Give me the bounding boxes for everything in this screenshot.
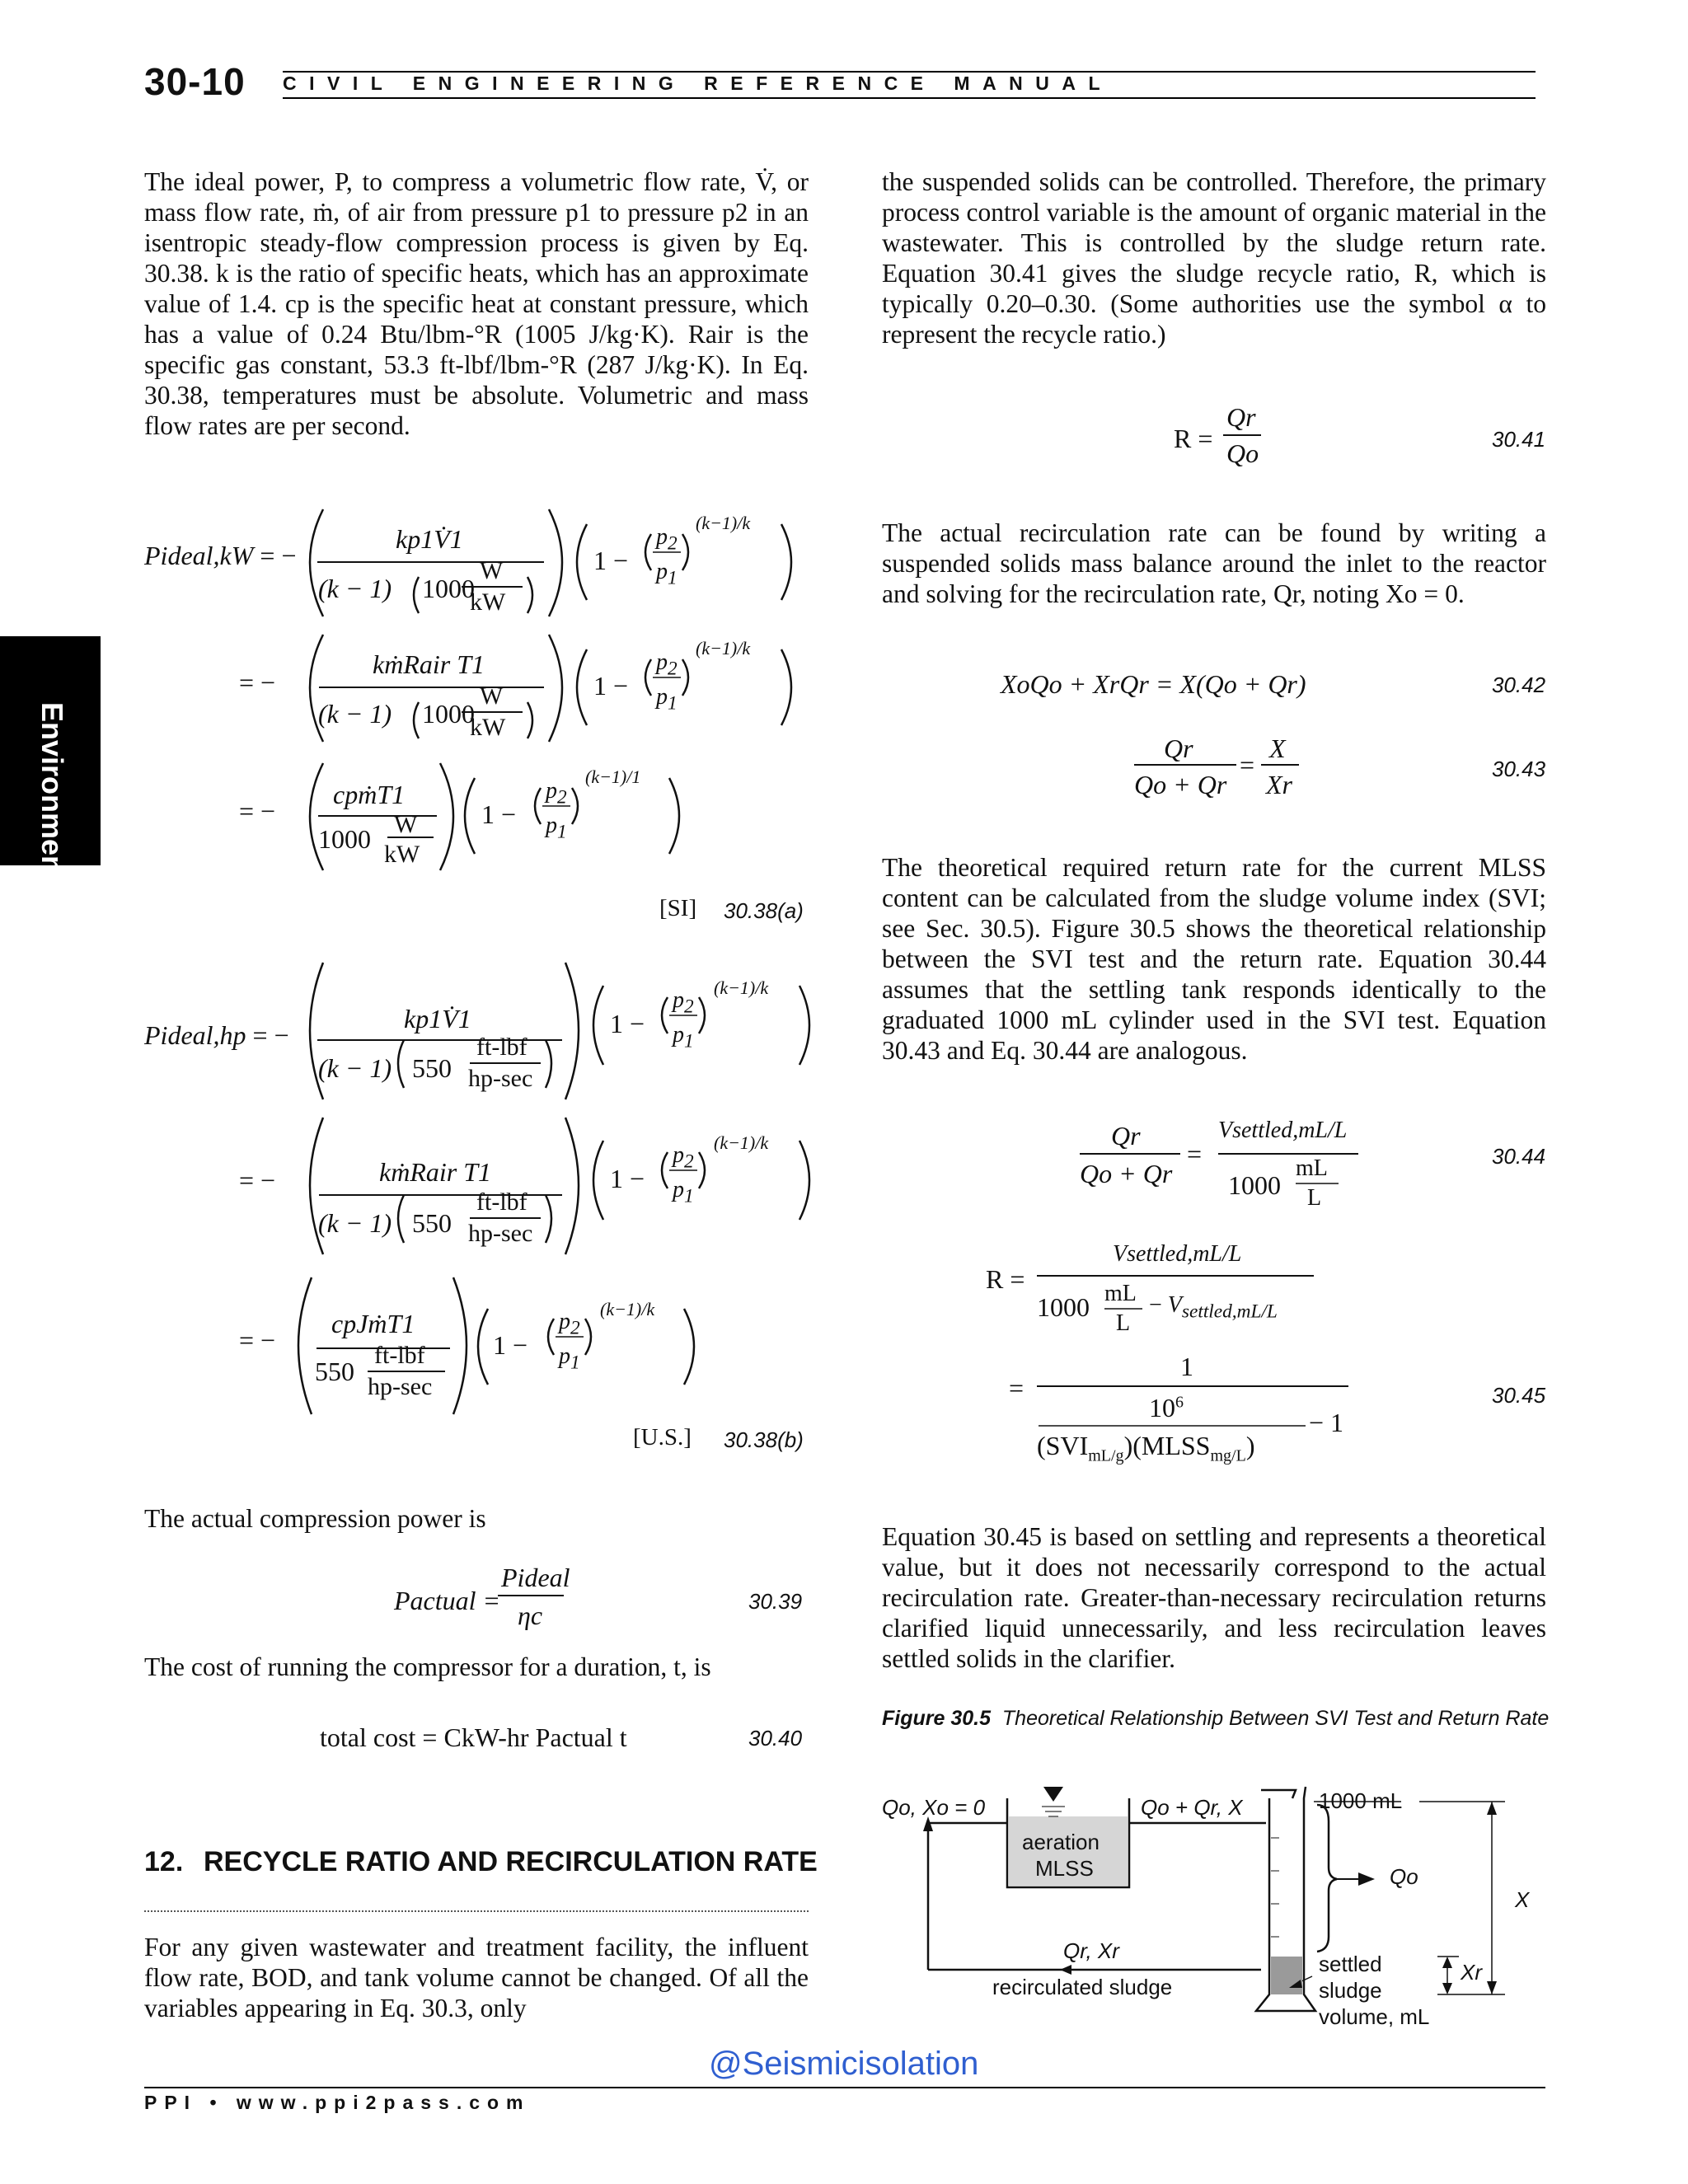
eq38a-line2-exponent: (k−1)/k — [696, 638, 751, 658]
eq39-number: 30.39 — [748, 1589, 803, 1614]
right-paragraph-2: The actual recirculation rate can be found by writing a suspended solids mass balance around the inlet to the reactor and solving for the recirculation rate, Qr, noting Xo = 0. — [882, 518, 1546, 608]
figure-x-dimension: X — [1515, 1887, 1530, 1912]
eq38a-line3-ratio-numerator: $p_2$ — [546, 778, 567, 808]
eq38a-one-minus: 1 − — [593, 546, 629, 575]
right-paragraph-3: The theoretical required return rate for the current MLSS content can be calculated from the sludge volume index (SVI; see Sec. 30.5). Figure 30.5 shows the theoretical relationship between the SVI test and the return rate. Equation 30.44 assumes that the settling tank responds identically to the graduated 1000 mL cylinder used in the SVI test. Equation 30.43 and Eq. 30.44 are analogous. — [882, 853, 1546, 1065]
eq38b-line3-constant: 550 — [315, 1357, 354, 1386]
figure-recycle-flow-label: Qr, Xr — [1063, 1938, 1119, 1963]
eq38a-line3-constant: 1000 — [318, 824, 371, 854]
eq38b-constant: 550 — [412, 1053, 452, 1083]
section-tab-label: Environmental — [35, 702, 69, 909]
section-number: 12. — [144, 1846, 184, 1877]
eq39-lhs: Pactual = — [394, 1586, 501, 1615]
eq38b-line2-ratio-denominator: $p_1$ — [673, 1177, 694, 1207]
eq39-numerator: Pideal — [501, 1563, 570, 1592]
eq38b-line1-numerator: kp1V̇1 — [404, 1004, 471, 1033]
figure-qo-label: Qo — [1390, 1864, 1418, 1889]
eq38a-ratio-numerator: $p_2$ — [656, 524, 678, 555]
eq38a-line2-denominator-factor: (k − 1) — [318, 699, 392, 729]
eq38a-line3-exponent: (k−1)/1 — [585, 766, 641, 787]
figure-tank-label-1: aeration — [1022, 1830, 1100, 1854]
eq38b-line2-unit-denominator: hp-sec — [468, 1220, 533, 1247]
eq38b-line3-exponent: (k−1)/k — [600, 1299, 655, 1319]
eq38b-line2-ratio-numerator: $p_2$ — [673, 1142, 694, 1173]
eq38b-line2-constant: 550 — [412, 1208, 452, 1238]
eq38a-number: 30.38(a) — [724, 898, 804, 923]
eq44-right-denominator-unit-bottom: L — [1307, 1185, 1322, 1211]
eq43-right-denominator: Xr — [1266, 770, 1292, 799]
eq41-lhs: R = — [1174, 424, 1213, 453]
eq38a-line3-equals: = − — [239, 796, 276, 826]
eq45-number: 30.45 — [1492, 1383, 1546, 1408]
eq38b-one-minus: 1 − — [610, 1009, 645, 1038]
eq38a-tag: [SI] — [659, 895, 697, 921]
figure-recycle-label: recirculated sludge — [992, 1975, 1173, 1999]
eq38b-line2-equals: = − — [239, 1165, 276, 1195]
eq43-right-numerator: X — [1269, 733, 1286, 763]
eq38a-line3-unit-numerator: W — [394, 811, 418, 838]
eq41-denominator: Qo — [1226, 438, 1259, 468]
eq43-left-numerator: Qr — [1164, 733, 1193, 763]
eq43-equals: = — [1240, 750, 1255, 780]
eq38a-line2-ratio-denominator: $p_1$ — [656, 684, 678, 715]
eq38b-line3-numerator: cpJṁT1 — [331, 1309, 415, 1338]
eq38a-lhs: Pideal,kW = − — [144, 541, 297, 570]
eq45-denominator-unit-top: mL — [1104, 1281, 1137, 1306]
eq38b-unit-numerator: ft-lbf — [476, 1033, 528, 1061]
figure-label: Figure 30.5 — [882, 1707, 991, 1730]
figure-settled-label-1: settled — [1319, 1952, 1382, 1976]
eq38a-line1-denominator-factor: (k − 1) — [318, 574, 392, 603]
eq38b-tag: [U.S.] — [633, 1424, 692, 1451]
eq38a-line3-unit-denominator: kW — [384, 841, 420, 868]
eq38a-unit-numerator: W — [480, 557, 504, 584]
eq38b-line2-one-minus: 1 − — [610, 1164, 645, 1193]
eq45-lhs: R = — [986, 1264, 1025, 1294]
eq40-expression: total cost = CkW-hr Pactual t — [320, 1722, 627, 1752]
cost-intro: The cost of running the compressor for a duration, t, is — [144, 1652, 711, 1681]
eq45-denominator-volume: − $V_{settled,mL/L}$ — [1149, 1292, 1278, 1323]
figure-xr-dimension: Xr — [1461, 1960, 1482, 1985]
eq45-denominator-unit-bottom: L — [1116, 1310, 1131, 1336]
eq45-denominator-bottom: $(SVI_{mL/g})(MLSS_{mg/L})$ — [1037, 1431, 1255, 1465]
eq40-number: 30.40 — [748, 1726, 803, 1750]
eq44-right-denominator-unit: mL — [1296, 1155, 1328, 1181]
eq38b-line3-equals: = − — [239, 1325, 276, 1355]
figure-settled-label-3: volume, mL — [1319, 2004, 1430, 2029]
eq38a-line3-one-minus: 1 − — [481, 799, 517, 829]
figure-inflow-label: Qo, Xo = 0 — [882, 1795, 986, 1820]
eq38b-line2-denominator-factor: (k − 1) — [318, 1208, 392, 1238]
eq38a-constant: 1000 — [422, 574, 475, 603]
right-paragraph-4: Equation 30.45 is based on settling and represents a theoretical value, but it does not necessarily correspond to the actual recirculation rate. Greater-than-necessary recirculation returns clarified liquid unnecessarily, and less recirculation leaves settled solids in the clarifier. — [882, 1522, 1546, 1673]
eq45-denominator-constant: 1000 — [1037, 1292, 1090, 1322]
eq44-right-denominator-constant: 1000 — [1228, 1170, 1281, 1200]
eq42-expression: XoQo + XrQr = X(Qo + Qr) — [1001, 669, 1306, 699]
eq38a-unit-denominator: kW — [470, 588, 506, 616]
figure-cylinder-volume-label: 1000 mL — [1319, 1788, 1403, 1813]
eq38a-line2-equals: = − — [239, 668, 276, 697]
running-title: CIVIL ENGINEERING REFERENCE MANUAL — [283, 73, 1114, 94]
actual-power-intro: The actual compression power is — [144, 1504, 486, 1533]
eq38b-ratio-denominator: $p_1$ — [673, 1022, 694, 1052]
eq38b-line3-unit-denominator: hp-sec — [368, 1373, 433, 1400]
eq38a-line2-one-minus: 1 − — [593, 671, 629, 701]
figure-outflow-label: Qo + Qr, X — [1141, 1795, 1243, 1820]
eq38b-line2-exponent: (k−1)/k — [714, 1132, 769, 1153]
eq43-left-denominator: Qo + Qr — [1134, 770, 1227, 799]
eq41-numerator: Qr — [1226, 402, 1256, 432]
eq39-denominator: ηc — [518, 1601, 543, 1630]
eq45-denominator-top: $10^6$ — [1149, 1393, 1184, 1422]
figure-caption-text: Theoretical Relationship Between SVI Test and Return Rate — [1001, 1707, 1550, 1730]
eq44-number: 30.44 — [1492, 1144, 1546, 1169]
footer-rule — [144, 2087, 1545, 2088]
eq38a-line2-constant: 1000 — [422, 699, 475, 729]
footer-text: PPI • www.ppi2pass.com — [144, 2092, 531, 2113]
eq41-number: 30.41 — [1492, 427, 1546, 452]
eq38a-line2-unit-denominator: kW — [470, 714, 506, 741]
eq42-number: 30.42 — [1492, 673, 1546, 697]
eq38b-number: 30.38(b) — [724, 1427, 804, 1452]
eq38a-line2-ratio-numerator: $p_2$ — [656, 649, 678, 680]
page-number: 30-10 — [144, 60, 246, 103]
eq38a-line2-unit-numerator: W — [480, 682, 504, 710]
eq38b-unit-denominator: hp-sec — [468, 1065, 533, 1092]
eq45-numerator-1: Vsettled,mL/L — [1113, 1241, 1242, 1267]
watermark: @Seismicisolation — [709, 2046, 979, 2082]
eq38a-line1-numerator: kp1V̇1 — [396, 524, 463, 554]
eq43-number: 30.43 — [1492, 757, 1546, 781]
eq45-line2-equals: = — [1009, 1373, 1025, 1403]
eq38b-line3-ratio-denominator: $p_1$ — [559, 1343, 580, 1374]
figure-settled-label-2: sludge — [1319, 1978, 1382, 2003]
eq44-right-numerator: Vsettled,mL/L — [1218, 1118, 1348, 1143]
eq38a-exponent: (k−1)/k — [696, 513, 751, 533]
eq45-numerator-2: 1 — [1180, 1352, 1193, 1381]
right-paragraph-1: the suspended solids can be controlled. Therefore, the primary process control variable is the amount of organic material in the wastewater. This is controlled by the sludge return rate. Equation 30.41 gives the sludge recycle ratio, R, which is typically 0.20–0.30. (Some authorities use the symbol α to represent the recycle ratio.) — [882, 167, 1546, 349]
eq38b-ratio-numerator: $p_2$ — [673, 987, 694, 1018]
eq44-left-denominator: Qo + Qr — [1080, 1159, 1173, 1188]
eq38b-line1-denominator-factor: (k − 1) — [318, 1053, 392, 1083]
eq38b-exponent: (k−1)/k — [714, 977, 769, 998]
eq38a-line3-numerator: cpṁT1 — [333, 780, 406, 809]
eq38a-line3-ratio-denominator: $p_1$ — [546, 813, 567, 843]
intro-paragraph: The ideal power, P, to compress a volumetric flow rate, V̇, or mass flow rate, ṁ, of air from pressure p1 to pressure p2 in an isentropic steady-flow compression process is given by Eq. 30.38. k is the ratio of specific heats, which has an approximate value of 1.4. cp is the specific heat at constant pressure, which has a value of 0.24 Btu/lbm-°R (1005 J/kg·K). Rair is the specific gas constant, 53.3 ft-lbf/lbm-°R (287 J/kg·K). In Eq. 30.38, temperatures must be absolute. Volumetric and mass flow rates are per second. — [144, 167, 809, 440]
eq44-equals: = — [1187, 1139, 1203, 1169]
section-paragraph: For any given wastewater and treatment facility, the influent flow rate, BOD, and tank volume cannot be changed. Of all the variables appearing in Eq. 30.3, only — [144, 1933, 809, 2022]
eq38b-line3-ratio-numerator: $p_2$ — [559, 1309, 580, 1339]
eq38b-line2-unit-numerator: ft-lbf — [476, 1188, 528, 1216]
eq38b-line2-numerator: kṁRair T1 — [379, 1157, 491, 1187]
eq38b-line3-unit-numerator: ft-lbf — [374, 1342, 425, 1369]
figure-tank-label-2: MLSS — [1035, 1856, 1094, 1881]
eq38a-line2-numerator: kṁRair T1 — [373, 649, 485, 679]
eq38b-line3-one-minus: 1 − — [493, 1330, 528, 1360]
eq38a-ratio-denominator: $p_1$ — [656, 559, 678, 589]
eq44-left-numerator: Qr — [1111, 1121, 1141, 1151]
eq38b-lhs: Pideal,hp = − — [144, 1020, 289, 1050]
section-title: RECYCLE RATIO AND RECIRCULATION RATE — [204, 1846, 818, 1877]
eq45-minus-one: − 1 — [1309, 1408, 1344, 1437]
